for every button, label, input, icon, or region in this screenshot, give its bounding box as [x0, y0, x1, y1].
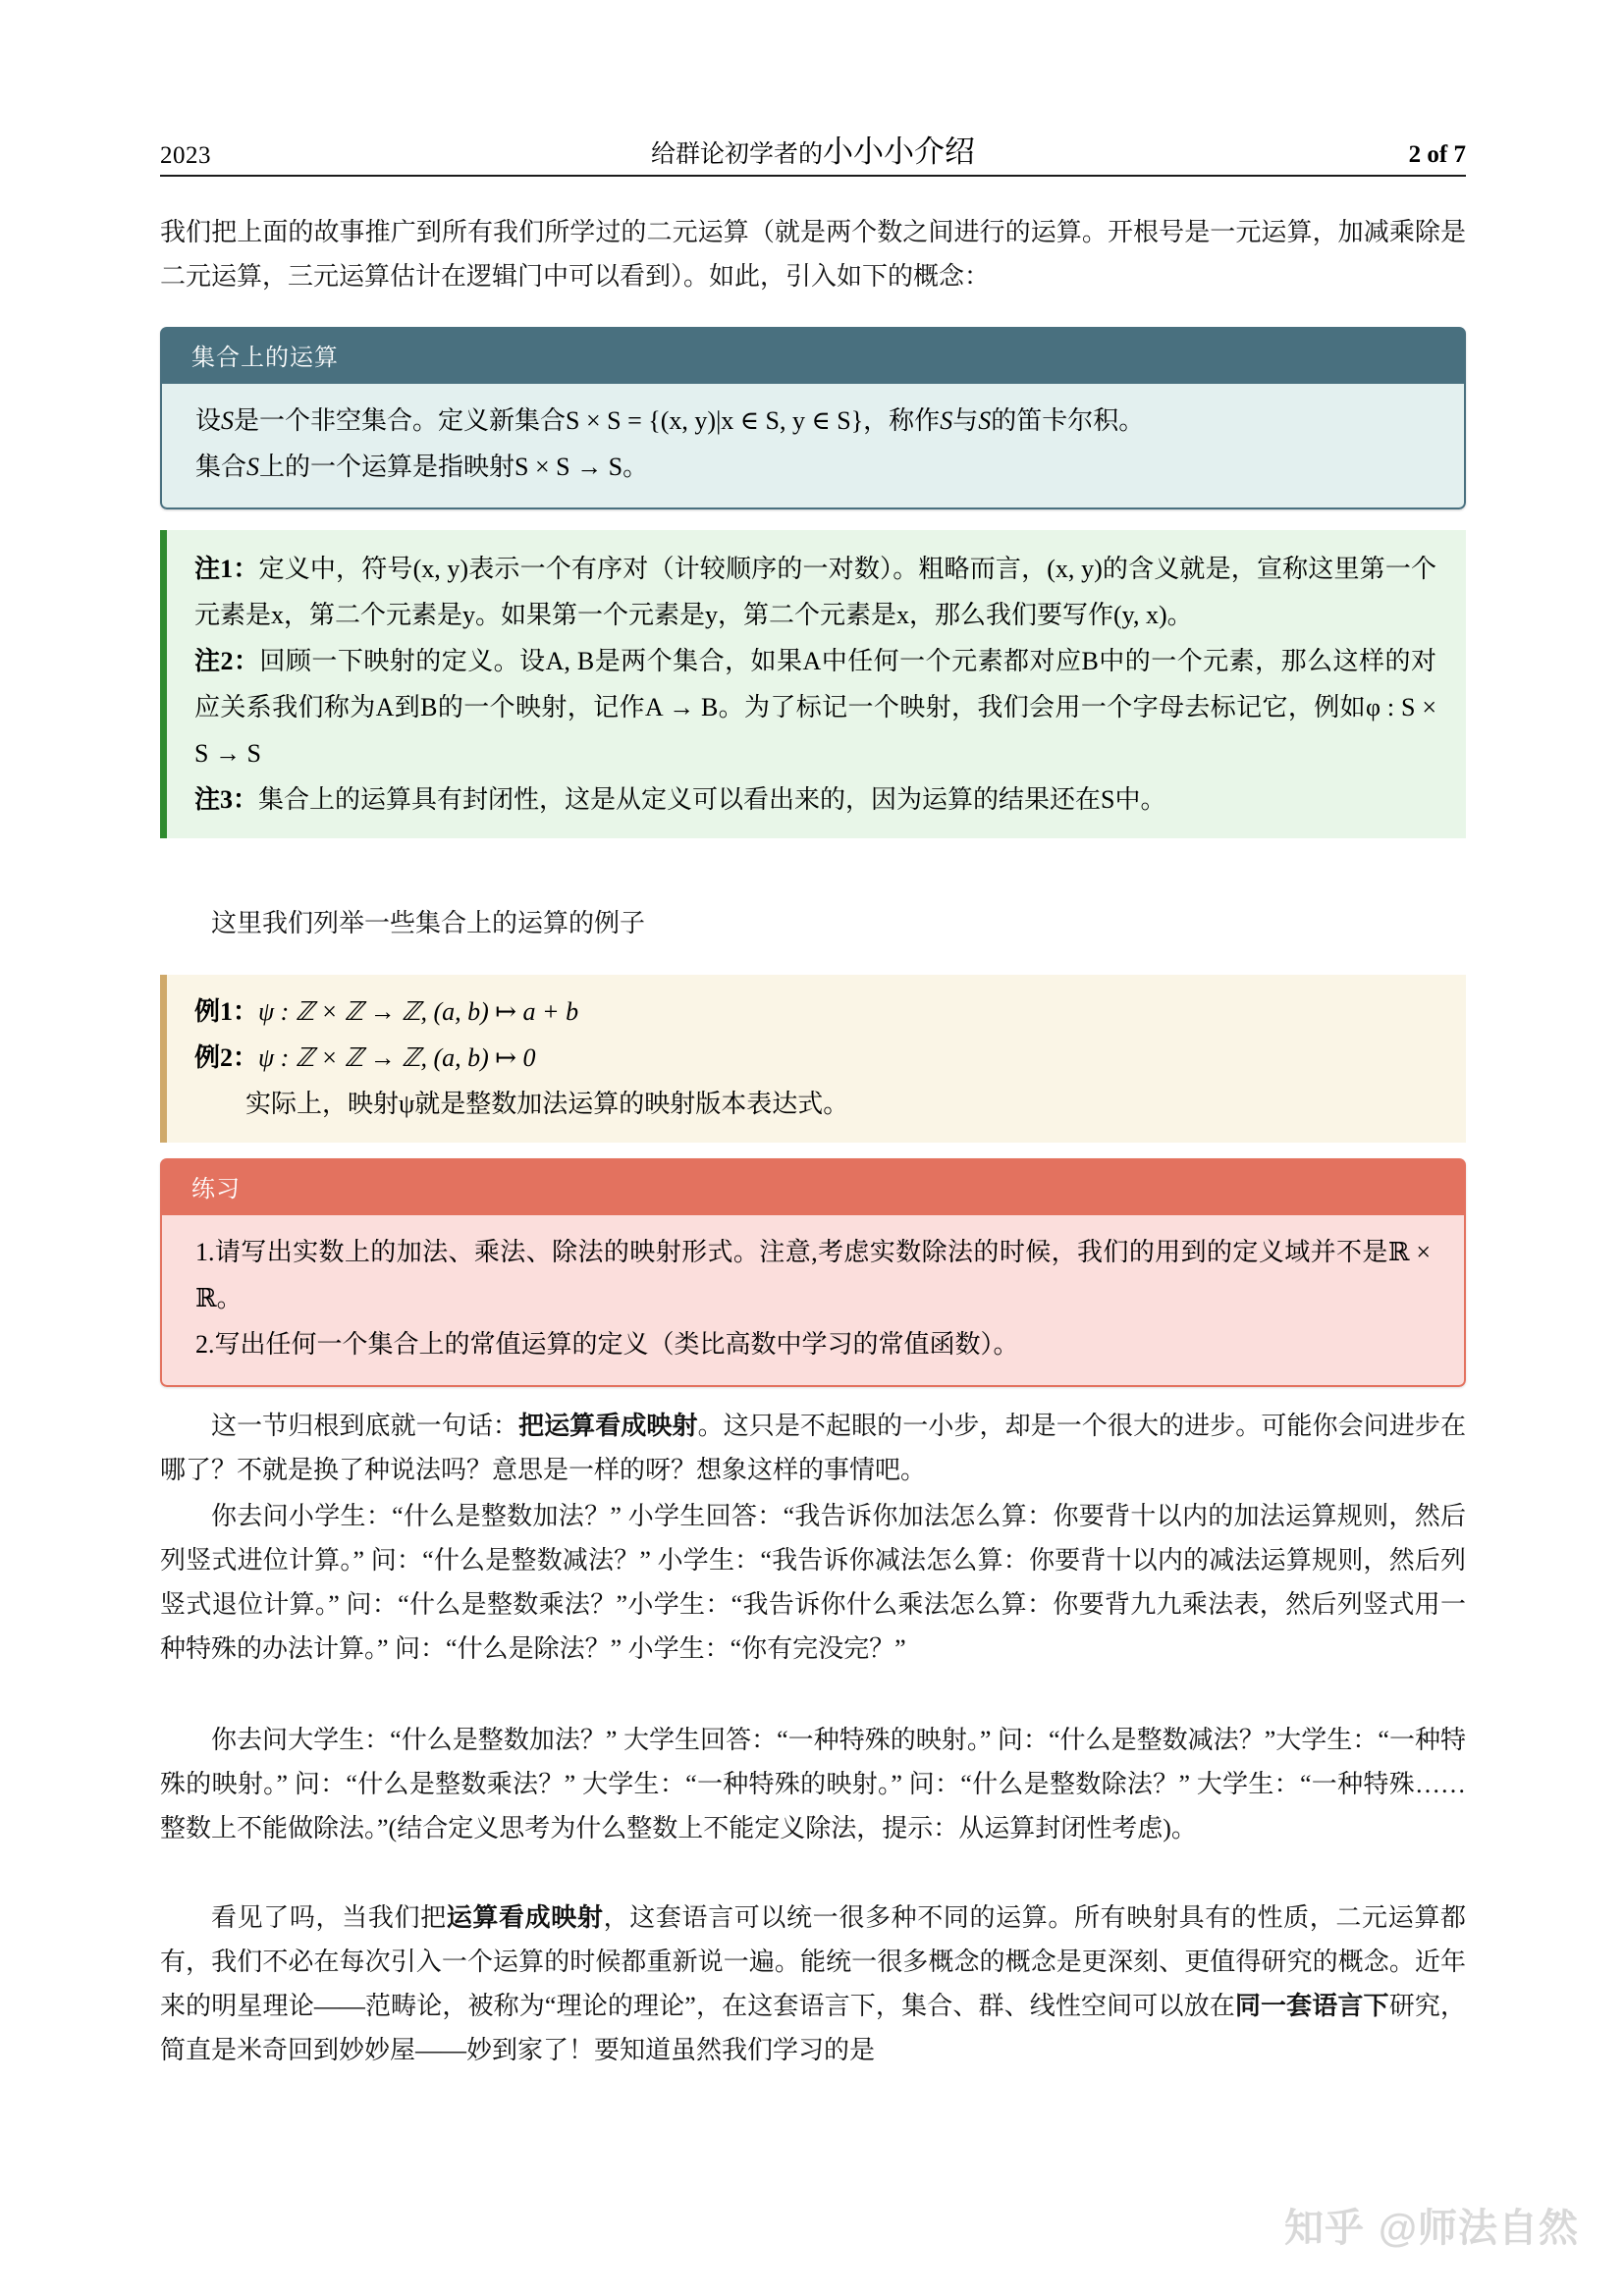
example-2-formula: ψ : ℤ × ℤ → ℤ, (a, b) ↦ 0	[258, 1043, 536, 1072]
example-2	[194, 1035, 1436, 1081]
notes-box	[160, 530, 1466, 838]
note-1-label: 注1：	[194, 555, 259, 583]
exercise-box-body	[160, 1215, 1466, 1387]
def-l2-set-s: S	[246, 453, 260, 481]
definition-line-2	[195, 444, 1431, 490]
p4-part-c: 研究，简直是米奇回到妙妙屋——妙到家了！要知道虽然我们学习的是	[160, 1992, 1466, 2064]
note-1	[194, 546, 1436, 638]
exercise-item-2: 2.写出任何一个集合上的常值运算的定义（类比高数中学习的常值函数）。	[195, 1330, 1019, 1359]
example-1-formula: ψ : ℤ × ℤ → ℤ, (a, b) ↦ a + b	[258, 997, 579, 1026]
def-l1-set-s2: S	[940, 406, 953, 435]
note-3-label: 注3：	[194, 785, 259, 814]
intro-paragraph: 我们把上面的故事推广到所有我们所学过的二元运算（就是两个数之间进行的运算。开根号是一元运算，加减乘除是二元运算，三元运算估计在逻辑门中可以看到）。如此，引入如下的概念：	[160, 218, 1466, 291]
p1-emphasis: 把运算看成映射	[518, 1412, 698, 1440]
note-3-text: 集合上的运算具有封闭性，这是从定义可以看出来的，因为运算的结果还在S中。	[258, 785, 1166, 814]
def-l2-c: 。	[623, 453, 649, 481]
p4-emphasis-1: 运算看成映射	[446, 1903, 604, 1932]
definition-box-title: 集合上的运算	[160, 327, 1466, 384]
def-l1-set-s3: S	[978, 406, 992, 435]
example-2-label: 例2：	[194, 1043, 259, 1072]
def-l2-formula: S × S → S	[514, 453, 623, 481]
exercise-box	[160, 1158, 1466, 1387]
p1-part-b: 。这只是不起眼的一小步，却是一个很大的进步。可能你会问进步在哪了？不就是换了种说法吗？意思是一样的呀？想象这样的事情吧。	[160, 1412, 1466, 1484]
examples-box	[160, 975, 1466, 1143]
p4-part-b: ，这套语言可以统一很多种不同的运算。所有映射具有的性质，二元运算都有，我们不必在每次引入一个运算的时候都重新说一遍。能统一很多概念的概念是更深刻、更值得研究的概念。近年来的明星理论——范畴论，被称为“理论的理论”，在这套语言下，集合、群、线性空间可以放在	[160, 1903, 1466, 2020]
exercise-box-title: 练习	[160, 1158, 1466, 1215]
header-title	[160, 127, 1466, 171]
definition-line-1	[195, 398, 1431, 444]
note-2-text: 回顾一下映射的定义。设A, B是两个集合，如果A中任何一个元素都对应B中的一个元素，那么这样的对应关系我们称为A到B的一个映射，记作A → B。为了标记一个映射，我们会用一个字母去标记它，例如φ : S × S → S	[194, 647, 1436, 768]
note-1-text: 定义中，符号(x, y)表示一个有序对（计较顺序的一对数）。粗略而言，(x, y)的含义就是，宣称这里第一个元素是x，第二个元素是y。如果第一个元素是y，第二个元素是x，那么我们要写作(y, x)。	[194, 555, 1436, 629]
example-note: 实际上，映射ψ就是整数加法运算的映射版本表达式。	[245, 1090, 849, 1118]
example-1-label: 例1：	[194, 997, 259, 1026]
def-l1-formula: S × S = {(x, y)|x ∈ S, y ∈ S}	[566, 406, 864, 435]
p4-part-a: 看见了吗，当我们把	[211, 1903, 447, 1932]
note-3	[194, 776, 1436, 823]
header-title-prefix: 给群论初学者的	[650, 141, 823, 168]
header-title-emphasis: 小小小介绍	[823, 134, 975, 169]
definition-box-body	[160, 384, 1466, 509]
watermark-site-label: 知乎	[1283, 2207, 1365, 2250]
body-paragraph-3: 你去问大学生：“什么是整数加法？” 大学生回答：“一种特殊的映射。” 问：“什么是整数减法？”大学生：“一种特殊的映射。” 问：“什么是整数乘法？” 大学生：“一种特殊的映射。” 问：“什么是整数除法？” 大学生：“一种特殊……整数上不能做除法。”(结合定义思考为什么整数上不能定义除法，提示：从运算封闭性考虑)。	[160, 1726, 1466, 1842]
def-l1-c: ，称作	[863, 406, 941, 435]
p1-part-a: 这一节归根到底就一句话：	[211, 1412, 518, 1440]
watermark	[1284, 2197, 1579, 2253]
body-paragraph-1	[160, 1404, 1466, 1492]
def-l1-set-s: S	[221, 406, 235, 435]
def-l1-a: 设	[195, 406, 222, 435]
definition-box	[160, 327, 1466, 509]
def-l2-b: 上的一个运算是指映射	[259, 453, 515, 481]
p4-emphasis-2: 同一套语言下	[1234, 1992, 1389, 2020]
note-2-label: 注2：	[194, 647, 260, 675]
note-2	[194, 638, 1436, 776]
body-paragraph-2: 你去问小学生：“什么是整数加法？” 小学生回答：“我告诉你加法怎么算：你要背十以内的加法运算规则，然后列竖式进位计算。” 问：“什么是整数减法？” 小学生：“我告诉你减法怎么算：你要背十以内的减法运算规则，然后列竖式退位计算。” 问：“什么是整数乘法？”小学生：“我告诉你什么乘法怎么算：你要背九九乘法表，然后列竖式用一种特殊的办法计算。” 问：“什么是除法？” 小学生：“你有完没完？”	[160, 1502, 1466, 1663]
def-l1-d: 与	[952, 406, 979, 435]
def-l2-a: 集合	[195, 453, 247, 481]
body-paragraph-4	[160, 1896, 1466, 2072]
page-header	[160, 120, 1466, 177]
example-1	[194, 988, 1436, 1035]
def-l1-e: 的笛卡尔积。	[991, 406, 1145, 435]
def-l1-b: 是一个非空集合。定义新集合	[234, 406, 567, 435]
page-indicator: 2 of 7	[1408, 141, 1466, 168]
header-year: 2023	[160, 141, 211, 169]
exercise-item-1: 1.请写出实数上的加法、乘法、除法的映射形式。注意,考虑实数除法的时候，我们的用到的定义域并不是ℝ × ℝ。	[195, 1238, 1431, 1312]
watermark-handle: @师法自然	[1378, 2207, 1579, 2250]
examples-lead-paragraph: 这里我们列举一些集合上的运算的例子	[211, 909, 646, 937]
